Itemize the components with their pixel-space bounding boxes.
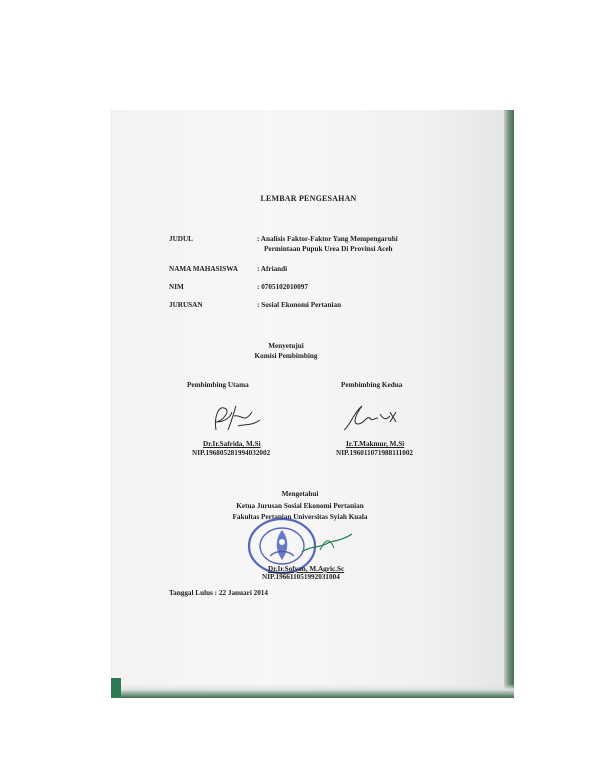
field-label-jurusan: JURUSAN [169, 301, 203, 309]
graduation-date: Tanggal Lulus : 22 Januari 2014 [169, 589, 268, 597]
field-label-judul: JUDUL [169, 235, 193, 243]
field-label-nama: NAMA MAHASISWA [169, 265, 238, 273]
ack-line3: Fakultas Pertanian Universitas Syiah Kuala [232, 513, 368, 521]
head-nip: NIP.196611051992031004 [262, 573, 340, 581]
signature-main [208, 400, 264, 436]
document-title: LEMBAR PENGESAHAN [260, 194, 357, 203]
signature-second [340, 400, 406, 436]
page-bottom-edge [111, 684, 514, 698]
head-name: Dr.Ir.Sofyan, M.Agric.Sc [268, 565, 345, 573]
field-value-jurusan: : Sosial Ekonomi Pertanian [257, 301, 342, 309]
field-value-nama: : Afriandi [257, 265, 288, 273]
ack-line2: Ketua Jurusan Sosial Ekonomi Pertanian [236, 502, 364, 510]
field-value-nim: : 0705102010097 [257, 283, 308, 291]
signature-head [300, 528, 360, 558]
approval-line2: Komisi Pembimbing [254, 352, 318, 360]
supervisor-main-nip: NIP.196805281994032002 [192, 449, 271, 457]
field-label-nim: NIM [169, 283, 184, 291]
binding-corner [111, 678, 121, 698]
approval-line1: Menyetujui [268, 342, 304, 350]
supervisor-second-nip: NIP.196011071988111002 [336, 449, 414, 457]
field-value-judul-line1: : Analisis Faktor-Faktor Yang Mempengaruhi [257, 235, 398, 243]
binding-edge [504, 110, 514, 698]
ack-line1: Mengetahui [281, 490, 319, 498]
supervisor-main-role: Pembimbing Utama [187, 381, 249, 389]
supervisor-second-role: Pembimbing Kedua [341, 381, 403, 389]
supervisor-second-name: Ir.T.Makmur, M.Si [346, 440, 405, 448]
supervisor-main-name: Dr.Ir.Safrida, M.Si [203, 440, 261, 448]
field-value-judul-line2: Permintaan Pupuk Urea Di Provinsi Aceh [264, 245, 393, 253]
